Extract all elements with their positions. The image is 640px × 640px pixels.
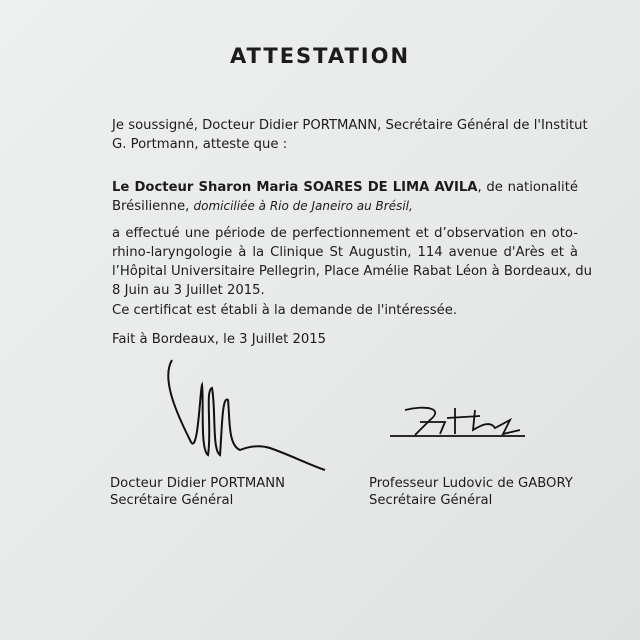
body-line: 8 Juin au 3 Juillet 2015.: [112, 283, 265, 298]
residence: domiciliée à Rio de Janeiro au Brésil,: [193, 199, 413, 213]
signatory-name: Professeur Ludovic de GABORY: [369, 476, 573, 491]
subject-name: Le Docteur Sharon Maria SOARES DE LIMA AVILA: [112, 180, 478, 195]
nationality-value: Brésilienne,: [112, 199, 194, 214]
intro-line: Je soussigné, Docteur Didier PORTMANN, Secrétaire Général de l'Institut: [112, 118, 588, 133]
signatory-left: [110, 475, 285, 509]
subject-nationality: , de nationalité: [477, 180, 578, 195]
signatory-role: Secrétaire Général: [110, 493, 234, 508]
body-line: a effectué une période de perfectionnement et d’observation en oto-: [112, 226, 578, 241]
signatory-right: [369, 475, 573, 509]
signatory-role: Secrétaire Général: [369, 493, 493, 508]
signature-gabory: [385, 400, 535, 450]
subject-line: [112, 197, 578, 216]
place-date: Fait à Bordeaux, le 3 Juillet 2015: [112, 332, 326, 347]
body-line: rhino-laryngologie à la Clinique St Augustin, 114 avenue d'Arès et à: [112, 245, 578, 260]
signature-portmann: [150, 350, 340, 480]
signatory-name: Docteur Didier PORTMANN: [110, 476, 286, 491]
request-line: Ce certificat est établi à la demande de l'intéressée.: [112, 303, 458, 318]
document-title: ATTESTATION: [229, 44, 411, 68]
subject-line: [112, 179, 578, 197]
intro-line: G. Portmann, atteste que :: [112, 137, 288, 152]
body-line: l’Hôpital Universitaire Pellegrin, Place Amélie Rabat Léon à Bordeaux, du: [112, 264, 593, 279]
